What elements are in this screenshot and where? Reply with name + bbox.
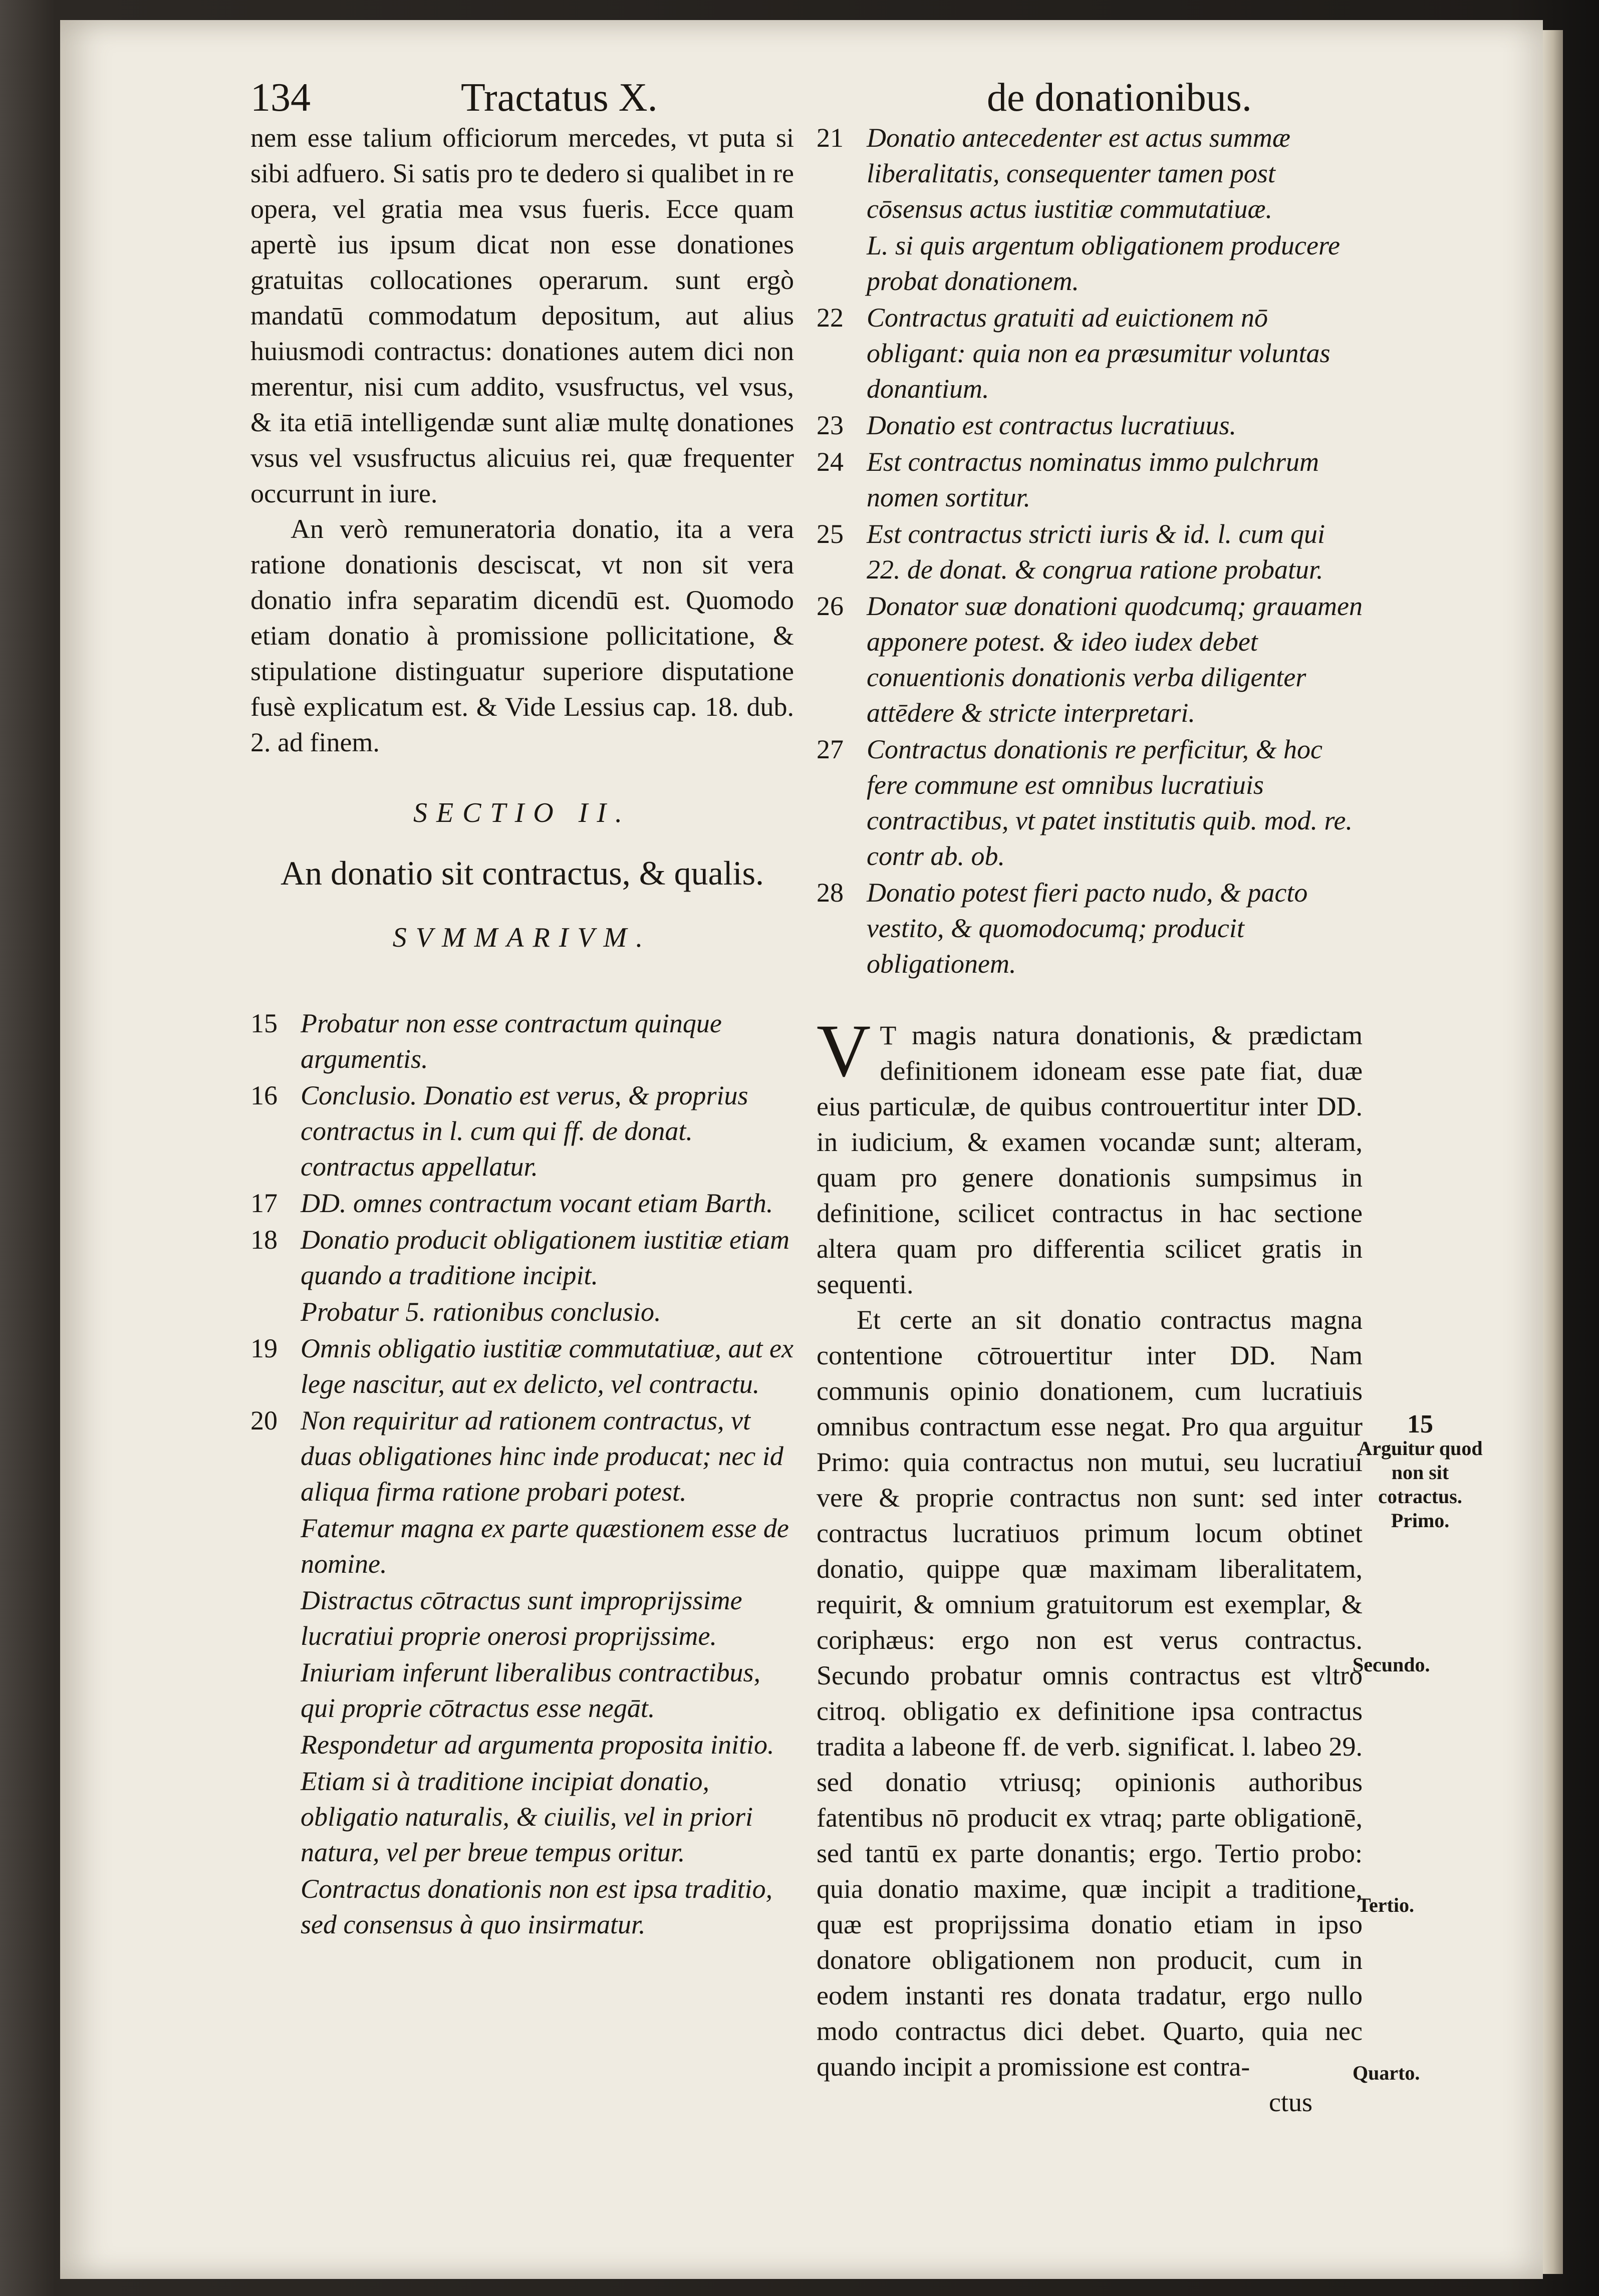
summary-item [250, 1078, 794, 1185]
margin-note-text: Arguitur quod non sit cotractus. Primo. [1358, 1437, 1483, 1532]
summary-subitem: Etiam si à traditione incipiat donatio, obligatio naturalis, & ciuilis, vel in priori natura, vel per breue tempus oritur. [301, 1766, 753, 1867]
summary-subitem: Respondetur ad argumenta proposita initio. [301, 1730, 774, 1760]
summary-item [817, 300, 1363, 407]
summary-item [817, 589, 1363, 731]
summary-text: Probatur non esse contractum quinque argumentis. [301, 1008, 722, 1074]
summary-number: 21 [817, 123, 844, 153]
summary-text: Non requiritur ad rationem contractus, vt duas obligationes hinc inde producat; nec id aliqua firma ratione probari potest. [301, 1405, 783, 1507]
summary-number: 28 [817, 878, 844, 908]
summary-text: Donatio potest fieri pacto nudo, & pacto vestito, & quomodocumq; producit obligationem. [867, 878, 1308, 979]
margin-note-number: 15 [1407, 1410, 1433, 1439]
catchword: ctus [1269, 2087, 1312, 2117]
summary-number: 19 [250, 1333, 278, 1363]
summary-text: Contractus donationis re perficitur, & hoc fere commune est omnibus lucratiuis contractibus, vt patet institutis quib. mod. re. contr ab. ob. [867, 734, 1353, 871]
summary-number: 17 [250, 1188, 278, 1218]
page-number: 134 [250, 76, 311, 120]
summary-item [250, 1403, 794, 1510]
summary-item [817, 408, 1363, 443]
summary-text: Est contractus nominatus immo pulchrum nomen sortitur. [867, 447, 1319, 512]
summary-item [250, 1186, 794, 1221]
page-edge [1543, 30, 1563, 2274]
summary-text: Conclusio. Donatio est verus, & proprius contractus in l. cum qui ff. de donat. contractus appellatur. [301, 1080, 748, 1182]
summary-item [250, 1331, 794, 1402]
summary-number: 22 [817, 303, 844, 333]
body-paragraph: Et certe an sit donatio contractus magna contentione cōtrouertitur inter DD. Nam communis opinio donationem, cum lucratiuis omnibus contractum esse negat. Pro qua arguitur Primo: quia contractus non mutui, seu lucratiui vere & proprie contractus non sunt: sed inter contractus lucratiuos primum locum obtinet donatio, quippe quæ maximam liberalitatem, requirit, & omnium gratuitorum est exemplar, & coriphæus: ergo non est verus contractus. Secundo probatur omnis contractus est vltro citroq. obligatio ex definitione ipsa contractus tradita a labeone ff. de verb. significat. l. labeo 29. sed donatio vtriusq; opinionis authoribus fatentibus nō producit ex vtraq; parte obligationē, sed tantū ex parte donantis; ergo. Tertio probo: quia donatio maxime, quæ incipit a traditione, quæ est proprijssima donatio etiam in ipso donatore obligationem non producit, cum in eodem instanti res donata tradatur, ergo nullo modo contractus dici debet. Quarto, quia nec quando incipit a promissione est contra- [817, 1305, 1363, 2082]
running-subtitle: de donationibus. [987, 76, 1252, 120]
summary-item [817, 516, 1363, 588]
summary-number: 20 [250, 1405, 278, 1436]
summary-subitem: L. si quis argentum obligationem producere probat donationem. [867, 230, 1340, 296]
margin-note-secundo: Secundo. [1353, 1653, 1430, 1676]
summary-number: 23 [817, 410, 844, 440]
summary-number: 26 [817, 591, 844, 621]
summary-item [817, 444, 1363, 515]
section-label: SECTIO II. [413, 797, 632, 828]
summary-item [250, 1222, 794, 1293]
right-column [817, 120, 1363, 2120]
summary-text: Donatio producit obligationem iustitiæ etiam quando a traditione incipit. [301, 1225, 789, 1290]
summary-subitem: Distractus cōtractus sunt improprijssime lucratiui proprie onerosi proprijssime. [301, 1585, 742, 1651]
summary-number: 27 [817, 734, 844, 764]
body-paragraph: nem esse talium officiorum mercedes, vt puta si sibi adfuero. Si satis pro te dedero si qualibet in re opera, vel gratia mea vsus fueris. Ecce quam apertè ius ipsum dicat non esse donationes gratuitas collocationes operarum. sunt ergò mandatū commodatum depositum, aut alius huiusmodi contractus: donationes autem dici non merentur, nisi cum addito, vsusfructus, vel vsus, & ita etiā intelligendæ sunt aliæ multę donationes vsus vel vsusfructus alicuius rei, quæ frequenter occurrunt in iure. [250, 123, 794, 508]
summary-text: Donatio antecedenter est actus summæ liberalitatis, consequenter tamen post cōsensus actus iustitiæ commutatiuæ. [867, 123, 1290, 224]
summary-number: 18 [250, 1225, 278, 1255]
margin-note-15 [1348, 1412, 1493, 1533]
summary-text: Donatio est contractus lucratiuus. [867, 410, 1236, 440]
summary-item [817, 732, 1363, 874]
summary-number: 16 [250, 1080, 278, 1110]
summary-text: Donator suæ donationi quodcumq; grauamen apponere potest. & ideo iudex debet conuentionis donationis verba diligenter attēdere & stricte interpretari. [867, 591, 1363, 728]
left-column [250, 120, 794, 1943]
summary-number: 25 [817, 519, 844, 549]
summary-list-continued [817, 120, 1363, 982]
summary-item [817, 875, 1363, 982]
summary-number: 24 [817, 447, 844, 477]
summary-text: DD. omnes contractum vocant etiam Barth. [301, 1188, 773, 1218]
margin-note-quarto: Quarto. [1353, 2062, 1420, 2084]
margin-note-tertio: Tertio. [1358, 1894, 1414, 1916]
summary-subitem: Contractus donationis non est ipsa traditio, sed consensus à quo insirmatur. [301, 1874, 773, 1939]
summary-heading: SVMMARIVM. [392, 922, 652, 953]
body-paragraph-text: T magis natura donationis, & prædictam definitionem idoneam esse pate fiat, duæ eius particulæ, de quibus controuertitur inter DD. in iudicium, & examen vocandæ sunt; alteram, quam pro genere donationis sumpsimus in definitione, scilicet contractus in hac sectione altera quam pro differentia scilicet gratis in sequenti. [817, 1020, 1363, 1299]
summary-item [250, 1006, 794, 1077]
drop-cap: V [817, 1009, 871, 1092]
summary-number: 15 [250, 1008, 278, 1038]
summary-text: Contractus gratuiti ad euictionem nō obligant: quia non ea præsumitur voluntas donantium. [867, 303, 1330, 404]
body-paragraph: An verò remuneratoria donatio, ita a vera ratione donationis desciscat, vt non sit vera donatio infra separatim dicendū est. Quomodo etiam donatio à promissione pollicitatione, & stipulatione distinguatur superiore disputatione fusè explicatum est. & Vide Lessius cap. 18. dub. 2. ad finem. [250, 514, 794, 757]
summary-text: Est contractus stricti iuris & id. l. cum qui 22. de donat. & congrua ratione probatur. [867, 519, 1325, 585]
running-title: Tractatus X. [461, 76, 658, 120]
summary-text: Omnis obligatio iustitiæ commutatiuæ, aut ex lege nascitur, aut ex delicto, vel contractu. [301, 1333, 793, 1399]
body-paragraph [817, 1009, 1363, 1302]
summary-item [817, 120, 1363, 227]
summary-subitem: Probatur 5. rationibus conclusio. [301, 1297, 661, 1327]
summary-subitem: Fatemur magna ex parte quæstionem esse de nomine. [301, 1513, 789, 1579]
section-title: An donatio sit contractus, & qualis. [280, 854, 764, 892]
summary-list [250, 1006, 794, 1942]
spacer [817, 983, 1363, 1018]
summary-subitem: Iniuriam inferunt liberalibus contractibus, qui proprie cōtractus esse negāt. [301, 1657, 760, 1723]
